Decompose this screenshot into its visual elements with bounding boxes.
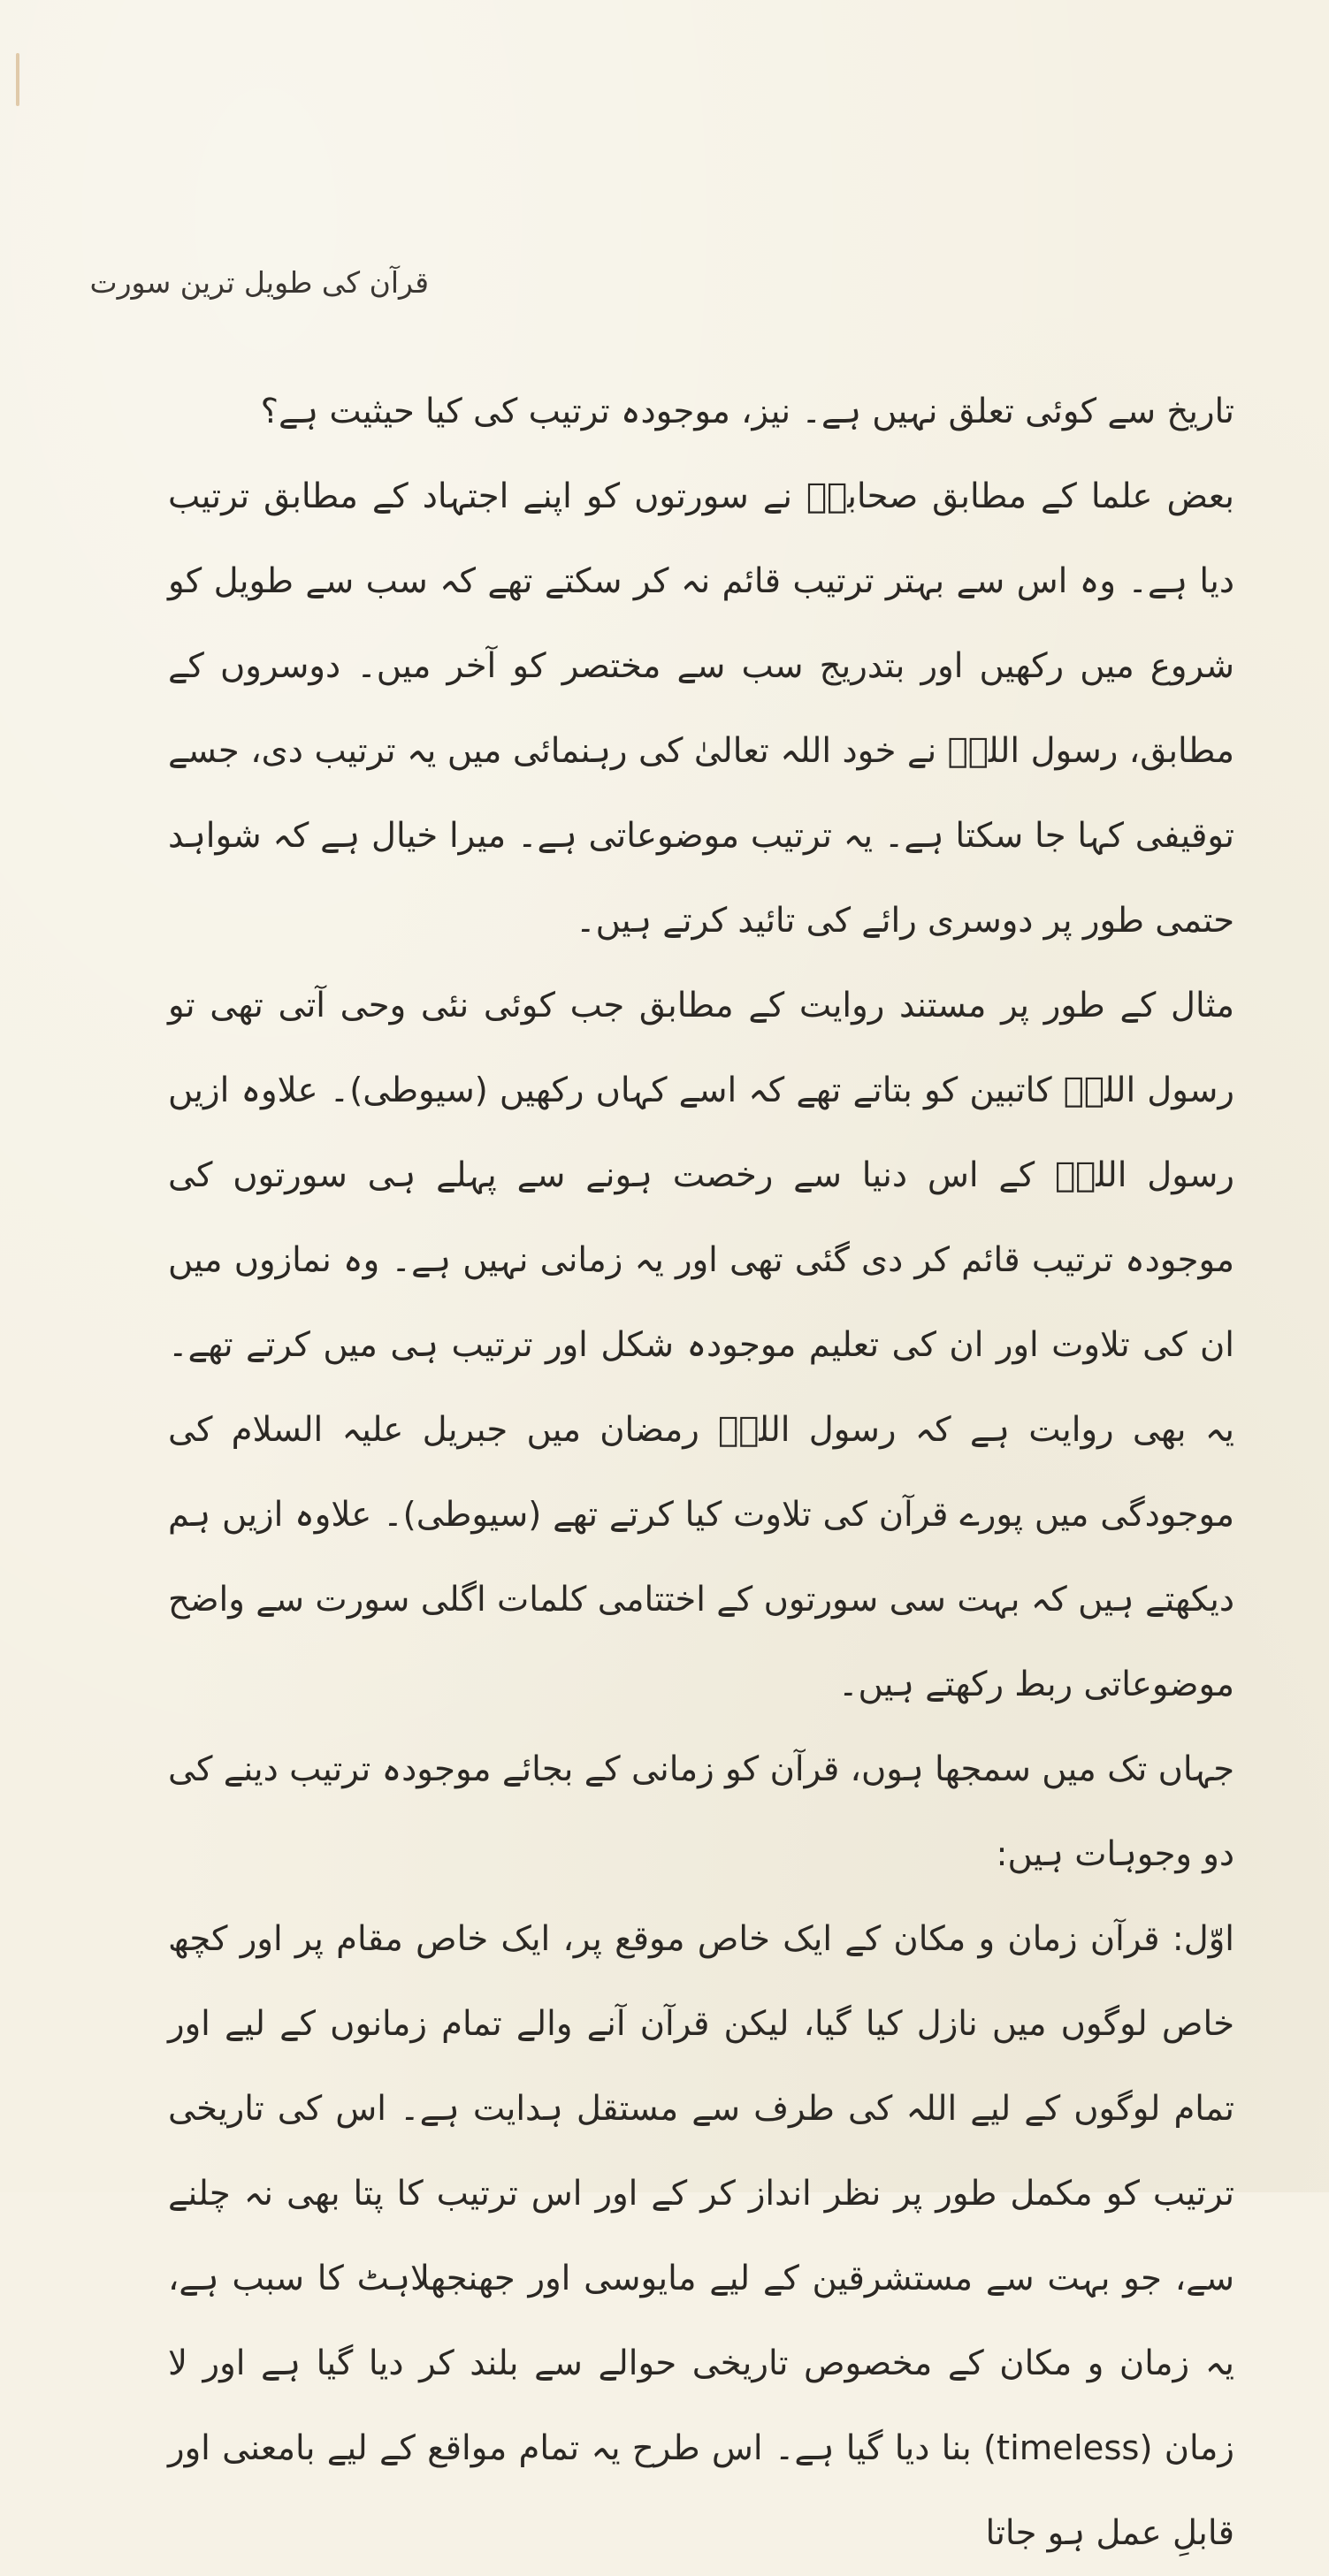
paragraph-3: مثال کے طور پر مستند روایت کے مطابق جب کوئی نئی وحی آتی تھی تو رسول اللہؐ کاتبین کو بتاتے تھے کہ اسے کہاں رکھیں (سیوطی)۔ علاوہ ازیں رسول اللہؐ کے اس دنیا سے رخصت ہونے سے پہلے ہی سورتوں کی موجودہ ترتیب قائم کر دی گئی تھی اور یہ زمانی نہیں ہے۔ وہ نمازوں میں ان کی تلاوت اور ان کی تعلیم موجودہ شکل اور ترتیب ہی میں کرتے تھے۔ یہ بھی روایت ہے کہ رسول اللہؐ رمضان میں جبریل علیہ السلام کی موجودگی میں پورے قرآن کی تلاوت کیا کرتے تھے (سیوطی)۔ علاوہ ازیں ہم دیکھتے ہیں کہ بہت سی سورتوں کے اختتامی کلمات اگلی سورت سے واضح موضوعاتی ربط رکھتے ہیں۔ — [168, 986, 1234, 1704]
running-header: قرآن کی طویل ترین سورت — [89, 265, 429, 300]
paragraph-5: اوّل: قرآن زمان و مکان کے ایک خاص موقع پر، ایک خاص مقام پر اور کچھ خاص لوگوں میں نازل کیا گیا، لیکن قرآن آنے والے تمام زمانوں کے لیے اور تمام لوگوں کے لیے اللہ کی طرف سے مستقل ہدایت ہے۔ اس کی تاریخی ترتیب کو مکمل طور پر نظر انداز کر کے اور اس ترتیب کا پتا بھی نہ چلنے سے، جو بہت سے مستشرقین کے لیے مایوسی اور جھنجھلاہٹ کا سبب ہے، یہ زمان و مکان کے مخصوص تاریخی حوالے سے بلند کر دیا گیا ہے اور لا زمان (timeless) بنا دیا گیا ہے۔ اس طرح یہ تمام مواقع کے لیے بامعنی اور قابلِ عمل ہو جاتا — [168, 1919, 1234, 2553]
paragraph-4: جہاں تک میں سمجھا ہوں، قرآن کو زمانی کے بجائے موجودہ ترتیب دینے کی دو وجوہات ہیں: — [168, 1749, 1234, 1874]
page-edge-mark — [16, 53, 19, 106]
paragraph-2: بعض علما کے مطابق صحابہؓ نے سورتوں کو اپنے اجتہاد کے مطابق ترتیب دیا ہے۔ وہ اس سے بہتر ترتیب قائم نہ کر سکتے تھے کہ سب سے طویل کو شروع میں رکھیں اور بتدریج سب سے مختصر کو آخر میں۔ دوسروں کے مطابق، رسول اللہؐ نے خود اللہ تعالیٰ کی رہنمائی میں یہ ترتیب دی، جسے توقیفی کہا جا سکتا ہے۔ یہ ترتیب موضوعاتی ہے۔ میرا خیال ہے کہ شواہد حتمی طور پر دوسری رائے کی تائید کرتے ہیں۔ — [168, 476, 1234, 941]
paragraph-1: تاریخ سے کوئی تعلق نہیں ہے۔ نیز، موجودہ ترتیب کی کیا حیثیت ہے؟ — [260, 392, 1234, 431]
page-body — [168, 370, 1234, 2576]
